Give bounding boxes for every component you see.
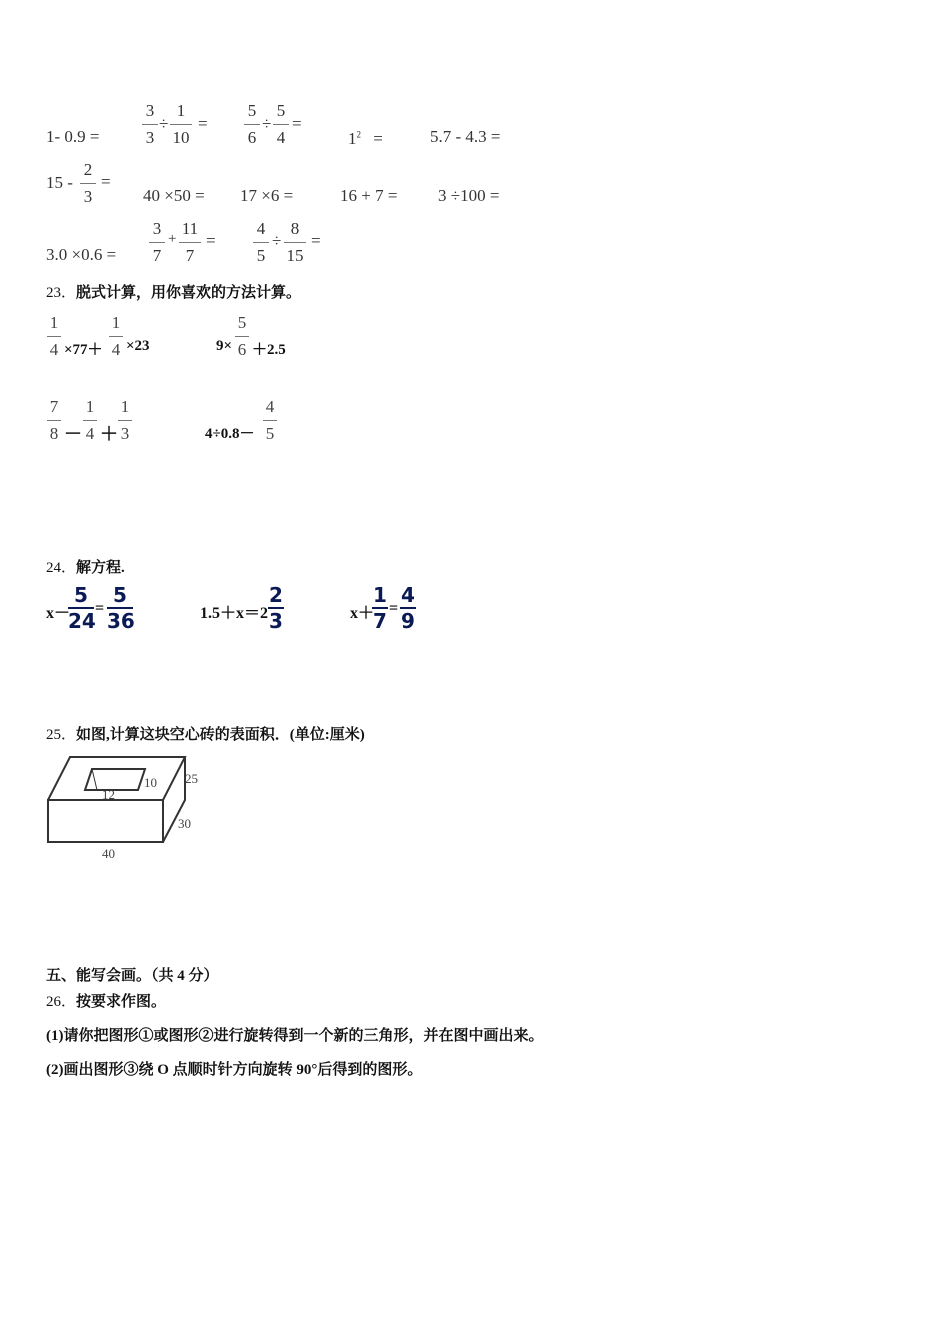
expression-text: ×77＋ <box>64 342 103 358</box>
operator: ＋ <box>100 424 118 444</box>
brick-front-face <box>48 800 163 842</box>
fraction: 1 10 <box>170 100 192 149</box>
fraction: 5 36 <box>107 583 135 633</box>
fraction: 1 4 <box>109 312 123 361</box>
equals: = <box>292 114 302 133</box>
fraction: 4 5 <box>263 396 277 445</box>
expression-text: 9× <box>216 338 233 354</box>
fraction: 5 24 <box>68 583 96 633</box>
operator: － <box>64 424 82 444</box>
oral-item: 40 ×50 = <box>143 186 205 205</box>
fraction: 5 4 <box>273 100 289 149</box>
equation-text: x＋ <box>350 605 375 622</box>
question-26-part-2: (2)画出图形③绕 O 点顺时针方向旋转 90°后得到的图形。 <box>46 1062 423 1078</box>
fraction: 3 7 <box>149 218 165 267</box>
fraction: 1 7 <box>373 583 387 633</box>
brick-top-face <box>48 757 185 800</box>
label-length: 40 <box>102 846 115 861</box>
fraction: 11 7 <box>179 218 201 267</box>
operator: ÷ <box>262 114 272 133</box>
equals: = <box>389 600 399 617</box>
fraction: 1 3 <box>118 396 132 445</box>
equals: = <box>206 231 216 250</box>
oral-item: 3.0 ×0.6 = <box>46 245 117 264</box>
expression-text: ＋2.5 <box>252 342 286 358</box>
oral-item: 17 ×6 = <box>240 186 294 205</box>
question-24-heading: 24．解方程. <box>46 560 125 576</box>
label-width: 30 <box>178 816 191 831</box>
fraction: 5 6 <box>244 100 260 149</box>
hollow-brick-figure <box>40 750 220 870</box>
equation-text: x－ <box>46 605 71 622</box>
fraction: 5 6 <box>235 312 249 361</box>
fraction: 1 4 <box>83 396 97 445</box>
equals: = <box>95 600 105 617</box>
operator: ÷ <box>272 231 282 250</box>
oral-item: 1- 0.9 = <box>46 127 100 146</box>
operator: ÷ <box>159 114 169 133</box>
label-hole-length: 12 <box>102 787 115 802</box>
fraction: 4 9 <box>401 583 415 633</box>
expression-text: ×23 <box>126 338 150 354</box>
question-23-heading: 23．脱式计算，用你喜欢的方法计算。 <box>46 285 302 301</box>
label-height: 25 <box>185 771 198 786</box>
oral-item: 16 + 7 = <box>340 186 398 205</box>
fraction: 2 3 <box>269 583 283 633</box>
fraction: 1 4 <box>47 312 61 361</box>
equals: = <box>101 172 111 191</box>
label-hole-width: 10 <box>144 775 157 790</box>
question-26-heading: 26．按要求作图。 <box>46 994 167 1010</box>
power-expression: $1^2$ = <box>348 129 383 148</box>
equals: = <box>311 231 321 250</box>
equation-text: 1.5＋x＝2 <box>200 605 269 622</box>
equals: = <box>198 114 208 133</box>
brick-outline <box>48 757 185 842</box>
operator: + <box>168 231 177 247</box>
hole-inner-edge <box>92 769 97 790</box>
fraction: 7 8 <box>47 396 61 445</box>
fraction: 3 3 <box>142 100 158 149</box>
expression-text: 4÷0.8－ <box>205 426 255 442</box>
oral-item: 3 ÷100 = <box>438 186 500 205</box>
fraction: 4 5 <box>253 218 269 267</box>
oral-item: 15 - <box>46 173 73 192</box>
oral-item: 5.7 - 4.3 = <box>430 127 501 146</box>
fraction: 8 15 <box>284 218 306 267</box>
section-5-title: 五、能写会画。（共 4 分） <box>46 968 219 984</box>
fraction: 2 3 <box>80 159 96 208</box>
question-25-heading: 25．如图,计算这块空心砖的表面积．(单位:厘米) <box>46 727 365 743</box>
question-26-part-1: (1)请你把图形①或图形②进行旋转得到一个新的三角形，并在图中画出来。 <box>46 1028 544 1044</box>
